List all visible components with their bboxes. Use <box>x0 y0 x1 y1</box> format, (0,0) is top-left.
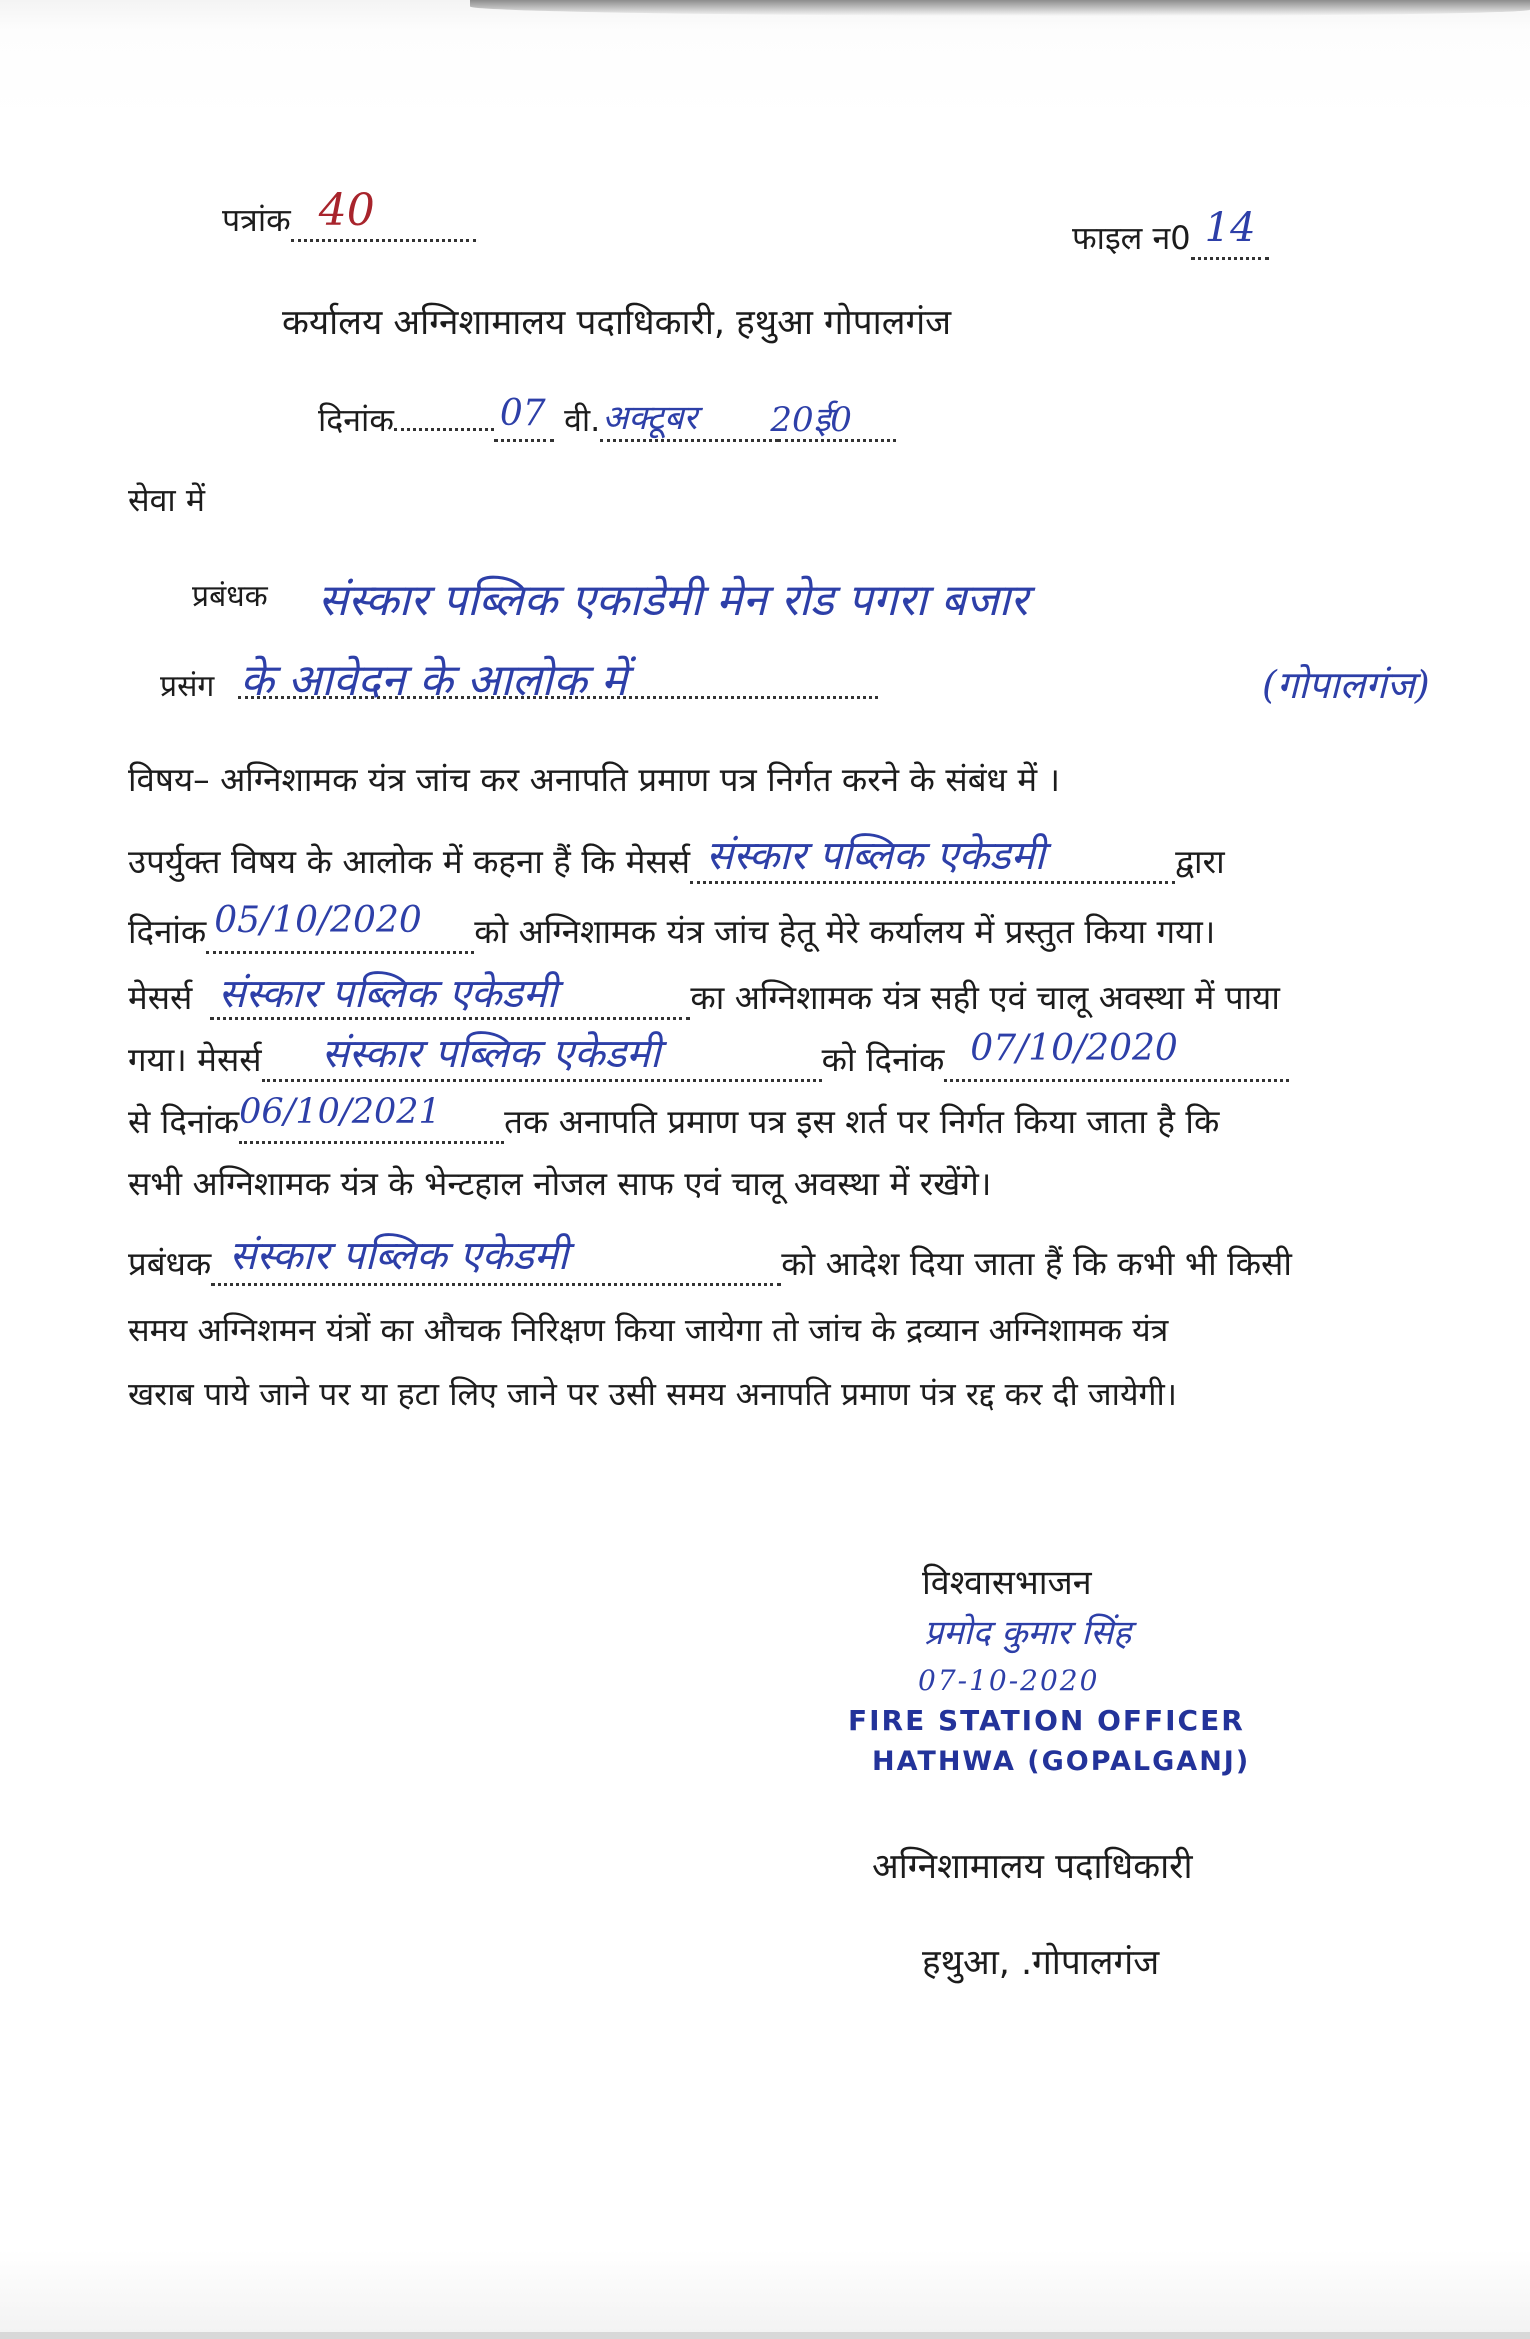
body-p2-line-2: समय अग्निशमन यंत्रों का औचक निरिक्षण किया जायेगा तो जांच के द्रव्यान अग्निशामक यंत्र <box>128 1311 1169 1349</box>
closing: विश्वासभाजन <box>922 1563 1092 1603</box>
body-line-4-text-b: को दिनांक <box>821 1040 945 1079</box>
file-number-dots <box>1191 205 1269 260</box>
body-p2-line-1-hand-wrap <box>211 1233 781 1286</box>
scan-edge <box>0 2332 1530 2339</box>
date-dots-1 <box>394 428 494 431</box>
body-line-3-text-a: मेसर्स <box>128 978 193 1017</box>
designation: अग्निशामालय पदाधिकारी <box>872 1847 1193 1887</box>
date-month-wrap <box>600 398 778 442</box>
letter-number-label: पत्रांक <box>222 201 291 239</box>
date-line: दिनांक 07 वी. अक्टूबर 20ई0 <box>318 398 896 442</box>
body-line-3 <box>128 971 1280 1020</box>
date-day: 07 <box>499 393 546 434</box>
body-line-4-text-a: गया। मेसर्स <box>128 1040 262 1079</box>
body-p2-line-1-text-b: को आदेश दिया जाता हैं कि कभी भी किसी <box>781 1244 1292 1283</box>
district-value: (गोपालगंज) <box>1262 663 1430 707</box>
body-line-2-hand: 05/10/2020 <box>214 900 422 941</box>
office-title: कर्यालय अग्निशामालय पदाधिकारी, हथुआ गोपालगंज <box>282 303 952 343</box>
date-day-wrap <box>494 393 554 442</box>
subject-line: विषय– अग्निशामक यंत्र जांच कर अनापति प्रमाण पत्र निर्गत करने के संबंध में । <box>128 760 1061 799</box>
scan-shadow <box>470 0 1530 16</box>
body-line-2-text-a: दिनांक <box>128 912 207 951</box>
body-line-1-hand: संस्कार पब्लिक एकेडमी <box>706 833 1045 879</box>
body-line-2-text-b: को अग्निशामक यंत्र जांच हेतू मेरे कर्यालय में प्रस्तुत किया गया। <box>474 912 1216 951</box>
body-line-1-hand-wrap <box>690 833 1175 884</box>
body-line-1-text-b: द्वारा <box>1175 842 1225 881</box>
stamp-line-1: FIRE STATION OFFICER <box>848 1704 1245 1737</box>
date-label: दिनांक <box>318 401 394 439</box>
body-line-4-hand-wrap <box>262 1031 822 1082</box>
manager-label: प्रबंधक <box>192 579 268 614</box>
body-line-3-hand: संस्कार पब्लिक एकेडमी <box>218 971 558 1017</box>
body-line-5-hand-wrap <box>239 1092 504 1144</box>
place: हथुआ, .गोपालगंज <box>922 1943 1160 1983</box>
body-line-3-text-b: का अग्निशामक यंत्र सही एवं चालू अवस्था में पाया <box>690 978 1280 1017</box>
body-p2-line-3: खराब पाये जाने पर या हटा लिए जाने पर उसी समय अनापति प्रमाण पंत्र रद्द कर दी जायेगी। <box>128 1375 1177 1413</box>
body-p2-line-1-hand: संस्कार पब्लिक एकेडमी <box>229 1233 569 1279</box>
file-number <box>1072 205 1269 260</box>
body-line-2-hand-wrap <box>206 900 474 954</box>
date-month: अक्टूबर <box>602 398 698 438</box>
body-line-1-text-a: उपर्युक्त विषय के आलोक में कहना हैं कि मेसर्स <box>128 842 691 881</box>
body-line-5-text-a: से दिनांक <box>128 1102 240 1141</box>
body-line-1 <box>128 833 1225 884</box>
reference-value: के आवेदन के आलोक में <box>240 655 628 706</box>
body-line-2 <box>128 900 1216 954</box>
date-suffix: वी <box>564 401 591 439</box>
letter-number-dots <box>291 185 476 242</box>
body-line-5 <box>128 1092 1220 1144</box>
body-p2-line-1-text-a: प्रबंधक <box>128 1244 212 1283</box>
stamp-line-2: HATHWA (GOPALGANJ) <box>872 1746 1251 1777</box>
signature-name: प्रमोद कुमार सिंह <box>924 1613 1132 1653</box>
date-year: 20ई0 <box>770 400 852 440</box>
body-line-3-hand-wrap <box>210 971 690 1020</box>
letter-number-value: 40 <box>318 185 375 236</box>
body-line-5-text-b: तक अनापति प्रमाण पत्र इस शर्त पर निर्गत किया जाता है कि <box>504 1102 1220 1141</box>
file-number-label: फाइल न0 <box>1072 219 1191 257</box>
to-label: सेवा में <box>128 481 206 519</box>
signature-date: 07-10-2020 <box>918 1664 1100 1697</box>
body-line-4-hand2: 07/10/2020 <box>970 1028 1178 1069</box>
body-line-4-hand: संस्कार पब्लिक एकेडमी <box>321 1031 661 1077</box>
letter-number <box>222 185 476 242</box>
reference-label: प्रसंग <box>160 669 215 704</box>
body-line-4-hand2-wrap <box>944 1028 1289 1082</box>
manager-value: संस्कार पब्लिक एकाडेमी मेन रोड पगरा बजार <box>318 575 1028 626</box>
body-line-6: सभी अग्निशामक यंत्र के भेन्टहाल नोजल साफ एवं चालू अवस्था में रखेंगे। <box>128 1164 992 1203</box>
body-line-5-hand: 06/10/2021 <box>239 1092 441 1132</box>
body-p2-line-1 <box>128 1233 1292 1286</box>
date-year-wrap <box>770 400 896 442</box>
body-line-4 <box>128 1028 1289 1082</box>
file-number-value: 14 <box>1204 205 1256 251</box>
